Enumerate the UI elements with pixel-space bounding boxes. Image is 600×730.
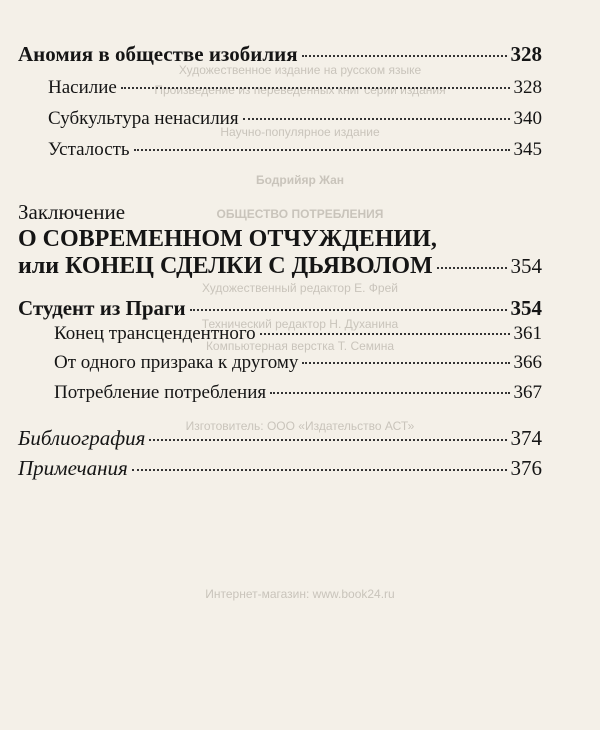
dot-leader — [243, 118, 510, 120]
dot-leader — [134, 149, 510, 151]
dot-leader — [149, 439, 506, 441]
imprint-text: Технический редактор Н. Духанина — [201, 317, 399, 331]
toc-page: 340 — [513, 108, 542, 129]
dot-leader — [190, 309, 507, 311]
toc-title: Потребление потребления — [54, 382, 267, 403]
toc-entry-notes[interactable] — [18, 456, 542, 481]
toc-entry-transcendent[interactable] — [54, 323, 542, 345]
toc-title: Библиография — [18, 426, 146, 450]
toc-title: Конец трансцендентного — [54, 323, 256, 344]
imprint-text: Художественный редактор Е. Фрей — [202, 281, 398, 295]
toc-entry-nonviolence[interactable] — [48, 108, 542, 130]
toc-entry-fatigue[interactable] — [48, 139, 542, 161]
imprint-text: Компьютерная верстка Т. Семина — [205, 339, 395, 353]
toc-entry-conclusion[interactable] — [18, 253, 542, 280]
toc-page: 366 — [513, 352, 542, 373]
toc-title: Усталость — [48, 139, 130, 160]
toc-page: 354 — [510, 254, 542, 278]
dot-leader — [437, 267, 507, 269]
toc-page: 376 — [510, 456, 542, 480]
imprint-text: ОБЩЕСТВО ПОТРЕБЛЕНИЯ — [216, 207, 384, 221]
toc-entry-student-prague[interactable] — [18, 296, 542, 321]
toc-page: 361 — [513, 323, 542, 344]
dot-leader — [302, 55, 507, 57]
conclusion-label: Заключение — [18, 200, 126, 224]
conclusion-title-line1: О СОВРЕМЕННОМ ОТЧУЖДЕНИИ, — [18, 226, 437, 252]
toc-title: От одного призрака к другому — [54, 352, 299, 373]
toc-title: Субкультура ненасилия — [48, 108, 239, 129]
imprint-text: Художественное издание на русском языке — [178, 63, 422, 77]
dot-leader — [121, 87, 510, 89]
toc-page: 374 — [510, 426, 542, 450]
toc-page: 367 — [513, 382, 542, 403]
imprint-text: Изготовитель: ООО «Издательство АСТ» — [185, 419, 415, 433]
toc-title: Примечания — [18, 456, 128, 480]
dot-leader — [270, 392, 509, 394]
conclusion-title-line2: или КОНЕЦ СДЕЛКИ С ДЬЯВОЛОМ — [18, 253, 433, 279]
toc-page: 345 — [513, 139, 542, 160]
toc-page: 354 — [510, 296, 542, 320]
toc-title: Насилие — [48, 77, 117, 98]
toc-entry-consumption[interactable] — [54, 382, 542, 404]
toc-entry-violence[interactable] — [48, 77, 542, 99]
imprint-text: Научно-популярное издание — [220, 125, 380, 139]
toc-entry-ghost[interactable] — [54, 352, 542, 374]
toc-entry-bibliography[interactable] — [18, 426, 542, 451]
imprint-text: Произведение из переведенных книг серии издания — [154, 83, 446, 97]
toc-page: 328 — [513, 77, 542, 98]
toc-title: Студент из Праги — [18, 296, 186, 320]
dot-leader — [302, 362, 509, 364]
toc-page: 328 — [510, 42, 542, 66]
imprint-text: Бодрийяр Жан — [255, 173, 345, 187]
dot-leader — [260, 333, 510, 335]
dot-leader — [132, 469, 507, 471]
toc-entry-anomie[interactable] — [18, 42, 542, 67]
imprint-text: Интернет-магазин: www.book24.ru — [205, 587, 395, 601]
toc-title: Аномия в обществе изобилия — [18, 42, 298, 66]
